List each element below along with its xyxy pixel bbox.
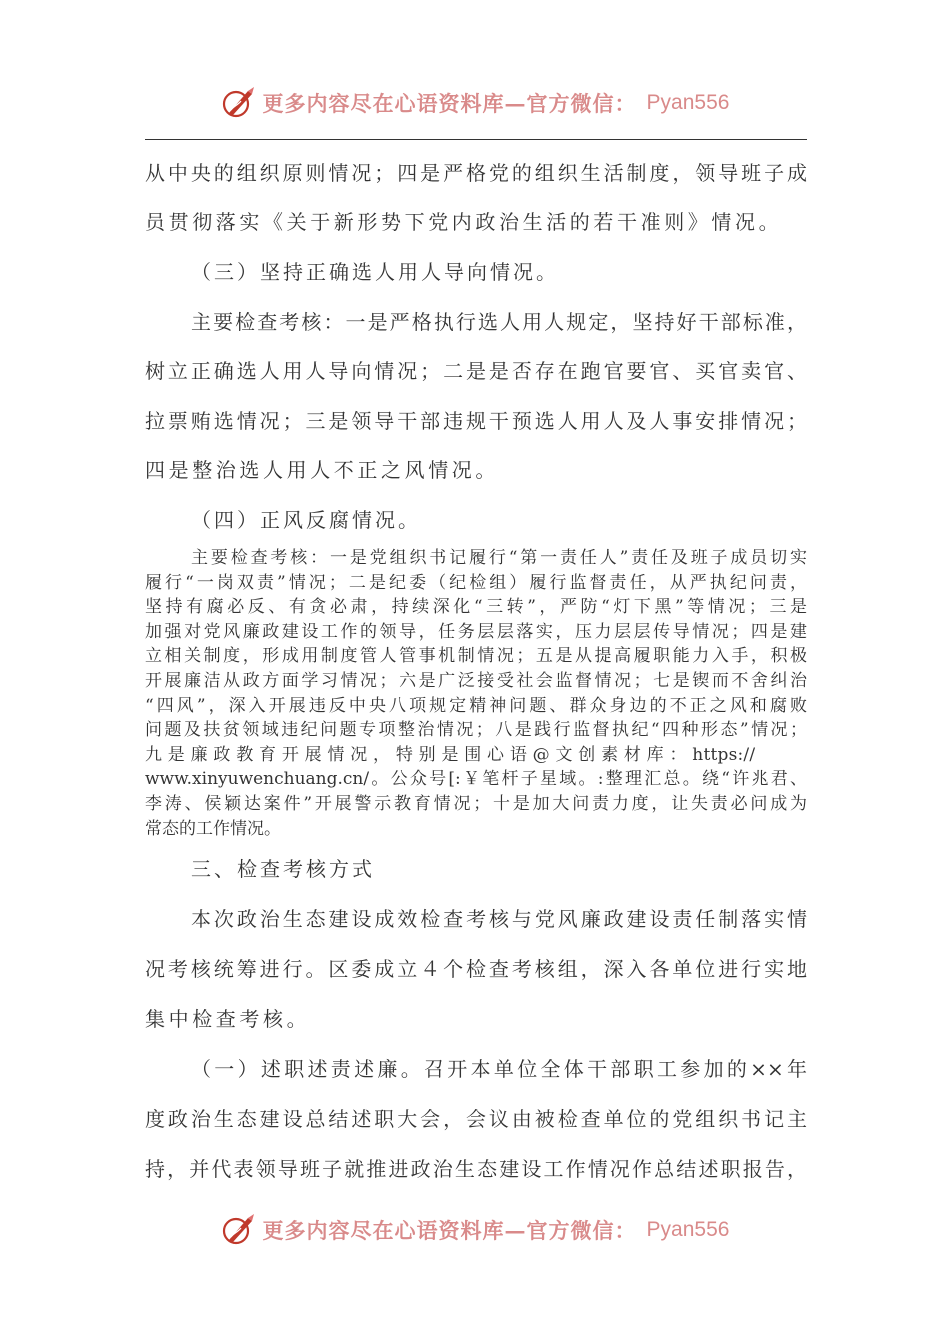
text-line: 集中检查考核。 — [145, 1007, 311, 1031]
quill-pen-logo-icon — [221, 1213, 255, 1247]
banner-wechat-id: Pyan556 — [646, 1218, 730, 1241]
banner-wechat-id: Pyan556 — [646, 91, 730, 114]
text-line: 本次政治生态建设成效检查考核与党风廉政建设责任制落实情 — [191, 907, 807, 931]
subheading-4: （四）正风反腐情况。 — [191, 508, 421, 532]
text-line: “四风”，深入开展违反中央八项规定精神问题、群众身边的不正之风和腐败 — [145, 695, 807, 716]
text-line: 开展廉洁从政方面学习情况；六是广泛接受社会监督情况；七是锲而不舍纠治 — [145, 670, 807, 691]
text-line: 四是整治选人用人不正之风情况。 — [145, 458, 499, 482]
subheading-3: （三）坚持正确选人用人导向情况。 — [191, 260, 559, 284]
text-line: 李涛、侯颖达案件”开展警示教育情况；十是加大问责力度，让失责必问成为 — [145, 793, 807, 814]
text-line: 立相关制度，形成用制度管人管事机制情况；五是从提高履职能力入手，积极 — [145, 646, 807, 667]
text-line: 度政治生态建设总结述职大会，会议由被检查单位的党组织书记主 — [145, 1107, 807, 1131]
text-line: 员贯彻落实《关于新形势下党内政治生活的若干准则》情况。 — [145, 210, 783, 234]
dense-paragraph — [145, 546, 807, 841]
header-banner — [0, 83, 950, 123]
text-line: 九 是 廉 政 教 育 开 展 情 况 ， 特 别 是 围 心 语 @ 文 创 素 材 库 ： https:// — [145, 744, 756, 765]
quill-pen-logo-icon — [221, 86, 255, 120]
text-line: 持，并代表领导班子就推进政治生态建设工作情况作总结述职报告， — [145, 1157, 807, 1181]
banner-text: 更多内容尽在心语资料库—官方微信： — [262, 1218, 637, 1243]
text-line: 履行“一岗双责”情况；二是纪委（纪检组）履行监督责任，从严执纪问责， — [145, 572, 807, 593]
text-line: 树立正确选人用人导向情况；二是是否存在跑官要官、买官卖官、 — [145, 359, 807, 383]
footer-banner — [0, 1210, 950, 1250]
section-heading-3: 三、检查考核方式 — [191, 857, 375, 881]
header-rule — [145, 139, 807, 140]
text-line: 主要检查考核：一是严格执行选人用人规定，坚持好干部标准， — [191, 310, 807, 334]
text-line: 坚持有腐必反、有贪必肃，持续深化“三转”，严防“灯下黑”等情况；三是 — [145, 597, 807, 618]
text-line: 况考核统筹进行。区委成立４个检查考核组，深入各单位进行实地 — [145, 957, 807, 981]
text-line: 常态的工作情况。 — [145, 818, 281, 839]
text-line: 问题及扶贫领域违纪问题专项整治情况；八是践行监督执纪“四种形态”情况； — [145, 720, 807, 741]
text-line: 主要检查考核：一是党组织书记履行“第一责任人”责任及班子成员切实 — [191, 548, 807, 568]
text-line: （一）述职述责述廉。召开本单位全体干部职工参加的××年 — [191, 1057, 807, 1081]
text-line: www.xinyuwenchuang.cn/。公众号[:￥笔杆子星域。:整理汇总。绕“许兆君、 — [145, 769, 807, 790]
banner-text: 更多内容尽在心语资料库—官方微信： — [262, 91, 637, 116]
text-line: 加强对党风廉政建设工作的领导，任务层层落实，压力层层传导情况；四是建 — [145, 621, 807, 642]
text-line: 从中央的组织原则情况；四是严格党的组织生活制度，领导班子成 — [145, 161, 807, 185]
text-line: 拉票贿选情况；三是领导干部违规干预选人用人及人事安排情况； — [145, 409, 807, 433]
